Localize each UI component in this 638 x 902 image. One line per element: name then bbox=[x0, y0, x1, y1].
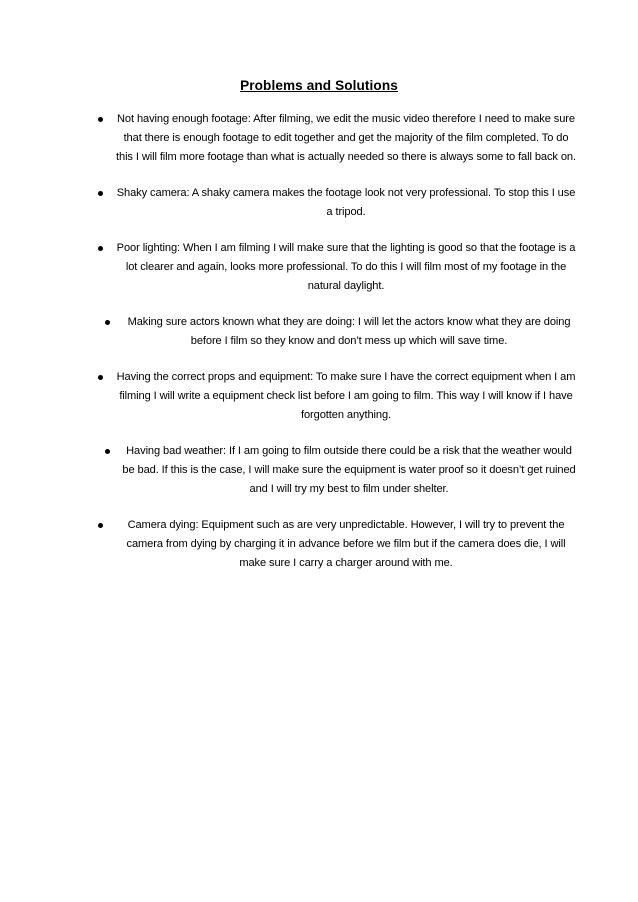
list-item-text: Not having enough footage: After filming, we edit the music video therefore I need to make sure that there is enough footage to edit together and get the majority of the film completed. To do this I will film more footage than what is actually needed so there is always some to fall back on. bbox=[116, 113, 576, 163]
list-item-text: Making sure actors known what they are doing: I will let the actors know what they are doing before I film so they know and don’t mess up which will save time. bbox=[127, 316, 571, 347]
list-item bbox=[90, 184, 576, 222]
bullet-list bbox=[90, 110, 576, 590]
bullet-icon bbox=[98, 117, 103, 122]
list-item bbox=[90, 110, 576, 167]
list-item bbox=[90, 442, 576, 499]
list-item bbox=[90, 313, 576, 351]
bullet-icon bbox=[98, 375, 103, 380]
list-item-text: Poor lighting: When I am filming I will make sure that the lighting is good so that the footage is a lot clearer and again, looks more professional. To do this I will film most of my footage in the natural daylight. bbox=[116, 242, 576, 292]
bullet-icon bbox=[98, 246, 103, 251]
bullet-icon bbox=[98, 191, 103, 196]
bullet-icon bbox=[98, 523, 103, 528]
list-item bbox=[90, 368, 576, 425]
list-item-text: Having bad weather: If I am going to film outside there could be a risk that the weather would be bad. If this is the case, I will make sure the equipment is water proof so it doesn’t get ruined and I will try my best to film under shelter. bbox=[122, 445, 576, 495]
list-item-text: Having the correct props and equipment: To make sure I have the correct equipment when I am filming I will write a equipment check list before I am going to film. This way I will know if I have forgotten anything. bbox=[116, 371, 576, 421]
list-item bbox=[90, 516, 576, 573]
list-item bbox=[90, 239, 576, 296]
bullet-icon bbox=[105, 320, 110, 325]
bullet-icon bbox=[105, 449, 110, 454]
list-item-text: Camera dying: Equipment such as are very unpredictable. However, I will try to prevent the camera from dying by charging it in advance before we film but if the camera does die, I will make sure I carry a charger around with me. bbox=[126, 519, 566, 569]
list-item-text: Shaky camera: A shaky camera makes the footage look not very professional. To stop this I use a tripod. bbox=[116, 187, 576, 218]
page-title: Problems and Solutions bbox=[240, 78, 398, 93]
